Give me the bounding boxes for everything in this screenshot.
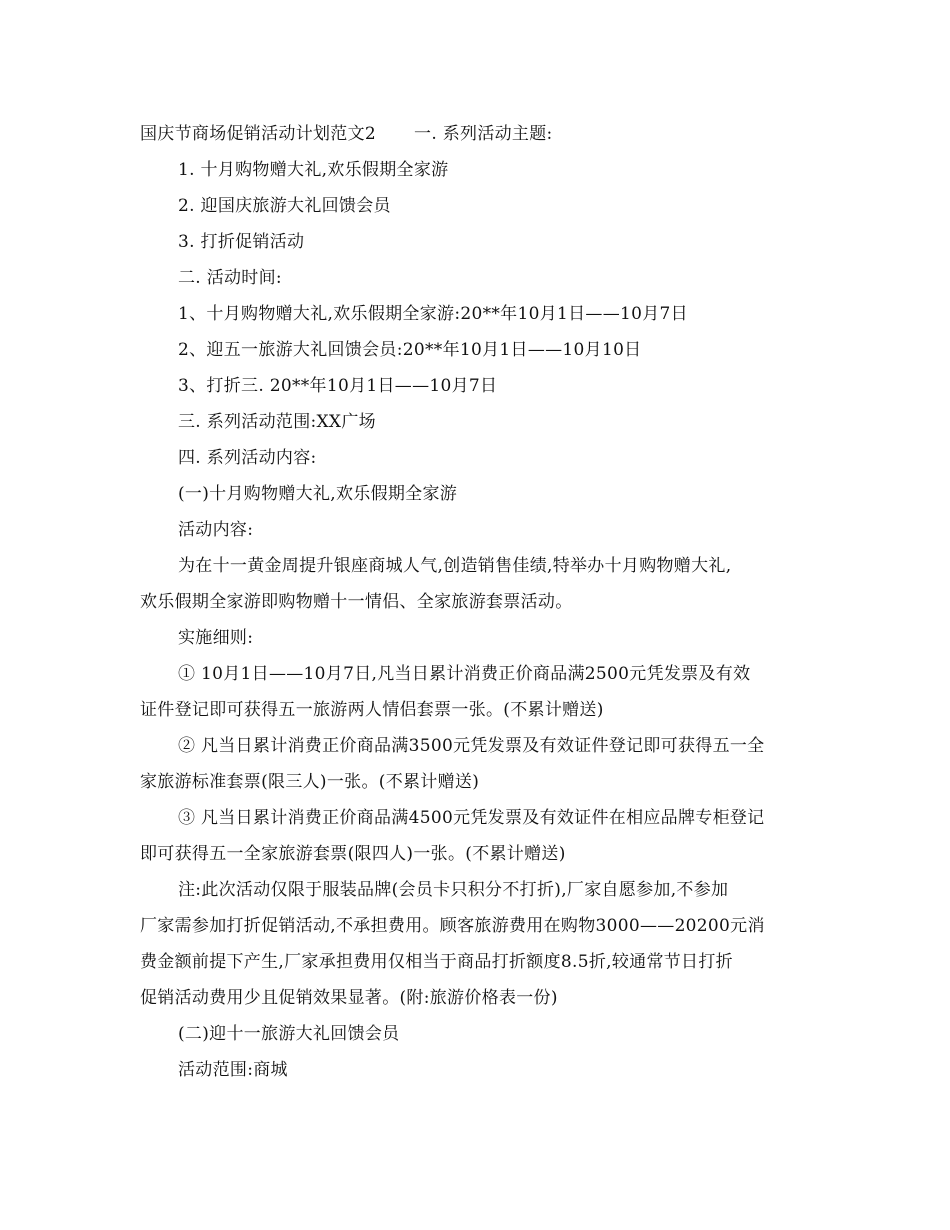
paragraph-line: ③ 凡当日累计消费正价商品满4500元凭发票及有效证件在相应品牌专柜登记	[178, 808, 765, 828]
text-line: 1. 十月购物赠大礼,欢乐假期全家游	[178, 160, 449, 180]
text-line: 活动内容:	[178, 520, 254, 540]
paragraph-line: 即可获得五一全家旅游套票(限四人)一张。(不累计赠送)	[140, 844, 566, 864]
paragraph-line: ① 10月1日——10月7日,凡当日累计消费正价商品满2500元凭发票及有效	[178, 664, 751, 684]
text-line: 1、十月购物赠大礼,欢乐假期全家游:20**年10月1日——10月7日	[178, 304, 688, 324]
paragraph-line: 证件登记即可获得五一旅游两人情侣套票一张。(不累计赠送)	[140, 700, 604, 720]
section-heading-2: 二. 活动时间:	[178, 268, 282, 288]
paragraph-line: 厂家需参加打折促销活动,不承担费用。顾客旅游费用在购物3000——20200元消	[140, 916, 765, 936]
title-line	[140, 122, 553, 146]
paragraph-line: 家旅游标准套票(限三人)一张。(不累计赠送)	[140, 772, 480, 792]
paragraph-line: 促销活动费用少且促销效果显著。(附:旅游价格表一份)	[140, 988, 558, 1008]
subsection-heading: (一)十月购物赠大礼,欢乐假期全家游	[178, 484, 458, 504]
text-line: 2. 迎国庆旅游大礼回馈会员	[178, 196, 391, 216]
section-heading-1: 一. 系列活动主题:	[414, 124, 553, 144]
paragraph-line: 注:此次活动仅限于服装品牌(会员卡只积分不打折),厂家自愿参加,不参加	[178, 880, 729, 900]
subsection-heading: (二)迎十一旅游大礼回馈会员	[178, 1024, 400, 1044]
paragraph-line: ② 凡当日累计消费正价商品满3500元凭发票及有效证件登记即可获得五一全	[178, 736, 765, 756]
section-heading-4: 四. 系列活动内容:	[178, 448, 317, 468]
document-title: 国庆节商场促销活动计划范文2	[140, 124, 377, 144]
text-line: 活动范围:商城	[178, 1060, 288, 1080]
paragraph-line: 为在十一黄金周提升银座商城人气,创造销售佳绩,特举办十月购物赠大礼,	[178, 556, 732, 576]
text-line: 2、迎五一旅游大礼回馈会员:20**年10月1日——10月10日	[178, 340, 642, 360]
paragraph-line: 欢乐假期全家游即购物赠十一情侣、全家旅游套票活动。	[140, 592, 573, 612]
text-line: 3. 打折促销活动	[178, 232, 305, 252]
text-line: 实施细则:	[178, 628, 254, 648]
paragraph-line: 费金额前提下产生,厂家承担费用仅相当于商品打折额度8.5折,较通常节日打折	[140, 952, 733, 972]
section-heading-3: 三. 系列活动范围:XX广场	[178, 412, 376, 432]
text-line: 3、打折三. 20**年10月1日——10月7日	[178, 376, 498, 396]
